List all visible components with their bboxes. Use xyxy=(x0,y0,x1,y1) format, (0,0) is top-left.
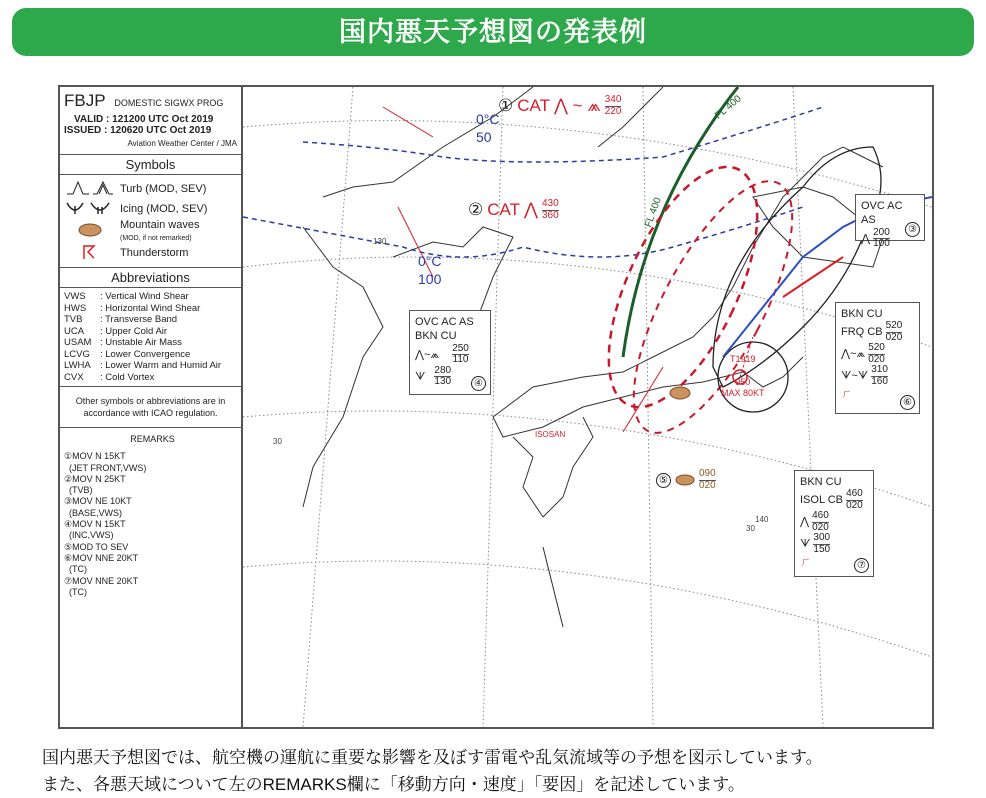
remark-item: ③MOV NE 10KT (BASE,VWS) xyxy=(64,496,132,518)
typhoon-label: T1919 950 MAX 80KT xyxy=(721,354,765,398)
symbol-label: Turb (MOD, SEV) xyxy=(120,183,207,195)
legend-panel xyxy=(60,87,243,727)
chart-product: DOMESTIC SIGWX PROG xyxy=(114,98,224,108)
thunderstorm-icon xyxy=(60,244,120,263)
jet-stream xyxy=(623,87,738,357)
map-drawing xyxy=(243,87,932,727)
isotherm-label-100: 0°C 100 xyxy=(418,253,442,287)
grid-label: 140 xyxy=(755,515,769,524)
turbulence-icon: ⋀~⩕ xyxy=(415,348,440,361)
chart-code: FBJP xyxy=(64,91,106,110)
icing-icon: ᗐ xyxy=(415,370,426,383)
abbr-item: VWS : Vertical Wind Shear xyxy=(64,291,189,302)
icing-icon: ᗐ xyxy=(800,538,811,551)
turbulence-icon: ⋀~⩕ xyxy=(841,348,866,361)
annotation-box-3: OVC AC AS ⋀ $\frac{200}{100}$ ③ xyxy=(855,194,925,241)
caption-line-1: 国内悪天予想図では、航空機の運航に重要な影響を及ぼす雷電や乱気流域等の予想を図示しています。 xyxy=(42,748,823,767)
remark-item: ⑥MOV NNE 20KT (TC) xyxy=(64,552,139,575)
thunderstorm-icon: ㄏ xyxy=(841,388,852,401)
cat-label-2: ② CAT ⋀ $\frac{430}{360}$ xyxy=(468,198,559,221)
icing-icon: ᗐ~ᗐ xyxy=(841,370,869,383)
jet-label: FL 400 xyxy=(642,196,664,229)
caption-line-2: また、各悪天域について左のREMARKS欄に「移動方向・速度」「要因」を記述しています。 xyxy=(42,775,745,794)
volcano-label: ISOSAN xyxy=(535,430,566,439)
chart-info xyxy=(60,87,241,155)
turbulence-icon: ⋀ xyxy=(861,232,871,245)
abbr-item: LCVG : Lower Convergence xyxy=(64,348,191,360)
valid-time: VALID : 121200 UTC Oct 2019 xyxy=(74,114,214,125)
icing-icon xyxy=(60,200,120,219)
abbr-item: CVX : Cold Vortex xyxy=(64,371,155,383)
symbol-note: (MOD, if not remarked) xyxy=(120,235,192,242)
abbr-item: USAM : Unstable Air Mass xyxy=(64,337,182,348)
abbreviations-heading: Abbreviations xyxy=(60,268,241,288)
remarks-list xyxy=(60,428,241,598)
abbr-item: LWHA : Lower Warm and Humid Air xyxy=(64,360,222,371)
mountain-waves-icon xyxy=(670,387,690,399)
page-header: 国内悪天予想図の発表例 xyxy=(12,8,974,56)
grid-label: 130 xyxy=(373,237,387,246)
symbols-heading: Symbols xyxy=(60,155,241,175)
remark-item: ④MOV N 15KT (INC,VWS) xyxy=(64,519,126,541)
icao-note: Other symbols or abbreviations are in accordance with ICAO regulation. xyxy=(60,387,241,428)
annotation-box-6: BKN CU FRQ CB $\frac{520}{020}$ ⋀~⩕ $\frac{520}{020}$ ᗐ~ᗐ $\frac{310}{160}$ ㄏ ⑥ xyxy=(835,302,920,414)
remark-item: ①MOV N 15KT (JET FRONT,VWS) xyxy=(64,451,147,473)
remarks-heading: REMARKS xyxy=(130,434,175,444)
mountain-waves-icon xyxy=(675,474,695,486)
remark-item: ②MOV N 25KT (TVB) xyxy=(64,473,126,496)
grid-label: 30 xyxy=(273,437,282,446)
symbols-list xyxy=(60,175,241,268)
turbulence-icon: ⋀ xyxy=(800,516,810,529)
issued-time: ISSUED : 120620 UTC Oct 2019 xyxy=(64,125,212,136)
symbol-label: Icing (MOD, SEV) xyxy=(120,203,208,215)
annotation-box-7: BKN CU ISOL CB $\frac{460}{020}$ ⋀ $\frac{460}{020}$ ᗐ $\frac{300}{150}$ ㄏ ⑦ xyxy=(794,470,874,577)
issuing-center: Aviation Weather Center / JMA xyxy=(127,139,237,148)
mountain-waves-icon xyxy=(60,223,120,240)
symbol-label: Mountain waves xyxy=(120,219,200,231)
turbulence-icon: ⋀ ~ ⩕ xyxy=(554,96,601,115)
annotation-box-4: OVC AC AS BKN CU ⋀~⩕ $\frac{250}{110}$ ᗐ $\frac{280}{130}$ ④ xyxy=(409,310,491,395)
turbulence-icon xyxy=(60,180,120,199)
thunderstorm-icon: ㄏ xyxy=(800,556,811,569)
remark-item: ⑦MOV NNE 20KT (TC) xyxy=(64,575,139,597)
abbr-item: UCA : Upper Cold Air xyxy=(64,325,168,337)
map-area xyxy=(243,87,932,727)
cat-label-1: ① CAT ⋀ ~ ⩕ $\frac{340}{220}$ xyxy=(498,94,622,117)
remark-item: ⑤MOD TO SEV xyxy=(64,541,129,552)
symbol-label: Thunderstorm xyxy=(120,247,189,259)
sigwx-chart xyxy=(58,85,934,729)
jet-label: FL 400 xyxy=(713,93,744,122)
abbr-item: HWS : Horizontal Wind Shear xyxy=(64,302,201,314)
annotation-5: ⑤ $\frac{090}{020}$ xyxy=(656,469,716,491)
grid-label: 30 xyxy=(746,524,755,533)
turbulence-icon: ⋀ xyxy=(524,200,538,219)
abbr-item: TVB : Transverse Band xyxy=(64,314,178,325)
abbreviations-list xyxy=(60,288,241,387)
isotherm-label-50: 0°C 50 xyxy=(476,111,500,145)
